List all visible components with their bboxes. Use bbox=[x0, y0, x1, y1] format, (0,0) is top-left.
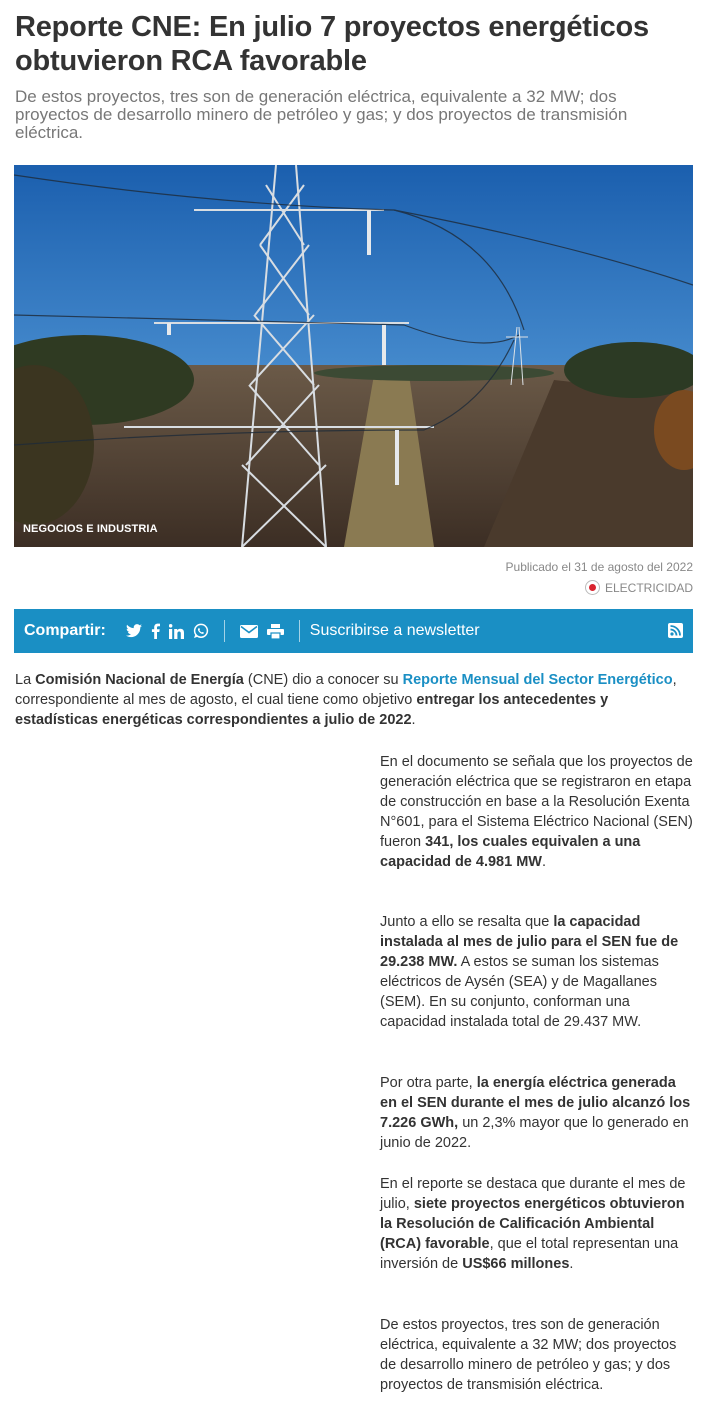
rss-icon[interactable] bbox=[668, 623, 683, 638]
share-icons bbox=[126, 620, 306, 642]
facebook-icon[interactable] bbox=[151, 623, 160, 639]
share-label: Compartir: bbox=[24, 622, 106, 639]
article-subtitle: De estos proyectos, tres son de generación eléctrica, equivalente a 32 MW; dos proyectos de desarrollo minero de petróleo y gas; y dos proyectos de transmisión eléctrica. bbox=[15, 87, 628, 142]
publish-date: Publicado el 31 de agosto del 2022 bbox=[505, 560, 693, 574]
paragraph-1: En el documento se señala que los proyectos de generación eléctrica que se registraron en etapa de construcción en base a la Resolución Exenta N°601, para el Sistema Eléctrico Nacional (SEN) fueron 341, los cuales equivalen a una capacidad de 4.981 MW. bbox=[380, 754, 693, 870]
paragraph-3: Por otra parte, la energía eléctrica generada en el SEN durante el mes de julio alcanzó los 7.226 GWh, un 2,3% mayor que lo generado en junio de 2022. bbox=[380, 1075, 691, 1151]
article-title: Reporte CNE: En julio 7 proyectos energéticos obtuvieron RCA favorable bbox=[15, 11, 649, 77]
whatsapp-icon[interactable] bbox=[193, 623, 209, 639]
share-bar bbox=[14, 609, 693, 653]
paragraph-5: De estos proyectos, tres son de generación eléctrica, equivalente a 32 MW; dos proyectos de desarrollo minero de petróleo y gas; y dos proyectos de transmisión eléctrica. bbox=[380, 1317, 677, 1393]
newsletter-link[interactable]: Suscribirse a newsletter bbox=[309, 622, 480, 639]
category-link[interactable] bbox=[585, 580, 693, 595]
paragraph-4: En el reporte se destaca que durante el mes de julio, siete proyectos energéticos obtuvieron la Resolución de Calificación Ambiental (RCA) favorable, que el total representan una inversión de US$66 millones. bbox=[380, 1176, 686, 1272]
share-separator bbox=[299, 620, 300, 642]
print-icon[interactable] bbox=[267, 624, 284, 639]
cne-name: Comisión Nacional de Energía bbox=[35, 672, 244, 688]
share-separator bbox=[224, 620, 225, 642]
linkedin-icon[interactable] bbox=[169, 624, 184, 639]
hero-image bbox=[14, 165, 693, 547]
category-label: ELECTRICIDAD bbox=[604, 580, 693, 595]
category-dot-icon bbox=[585, 580, 600, 595]
image-category-tag[interactable]: NEGOCIOS E INDUSTRIA bbox=[23, 523, 158, 535]
power-tower-photo bbox=[14, 165, 693, 547]
report-link[interactable]: Reporte Mensual del Sector Energético bbox=[402, 672, 673, 688]
twitter-icon[interactable] bbox=[126, 624, 142, 638]
email-icon[interactable] bbox=[240, 625, 258, 638]
paragraph-2: Junto a ello se resalta que la capacidad instalada al mes de julio para el SEN fue de 29.238 MW. A estos se suman los sistemas eléctricos de Aysén (SEA) y de Magallanes (SEM). En su conjunto, conforman una capacidad instalada total de 29.437 MW. bbox=[380, 914, 679, 1030]
article-lead: La Comisión Nacional de Energía (CNE) dio a conocer su Reporte Mensual del Sector Energético, correspondiente al mes de agosto, el cual tiene como objetivo entregar los antecedentes y estadísticas energéticas correspondientes a julio de 2022. bbox=[15, 672, 677, 728]
